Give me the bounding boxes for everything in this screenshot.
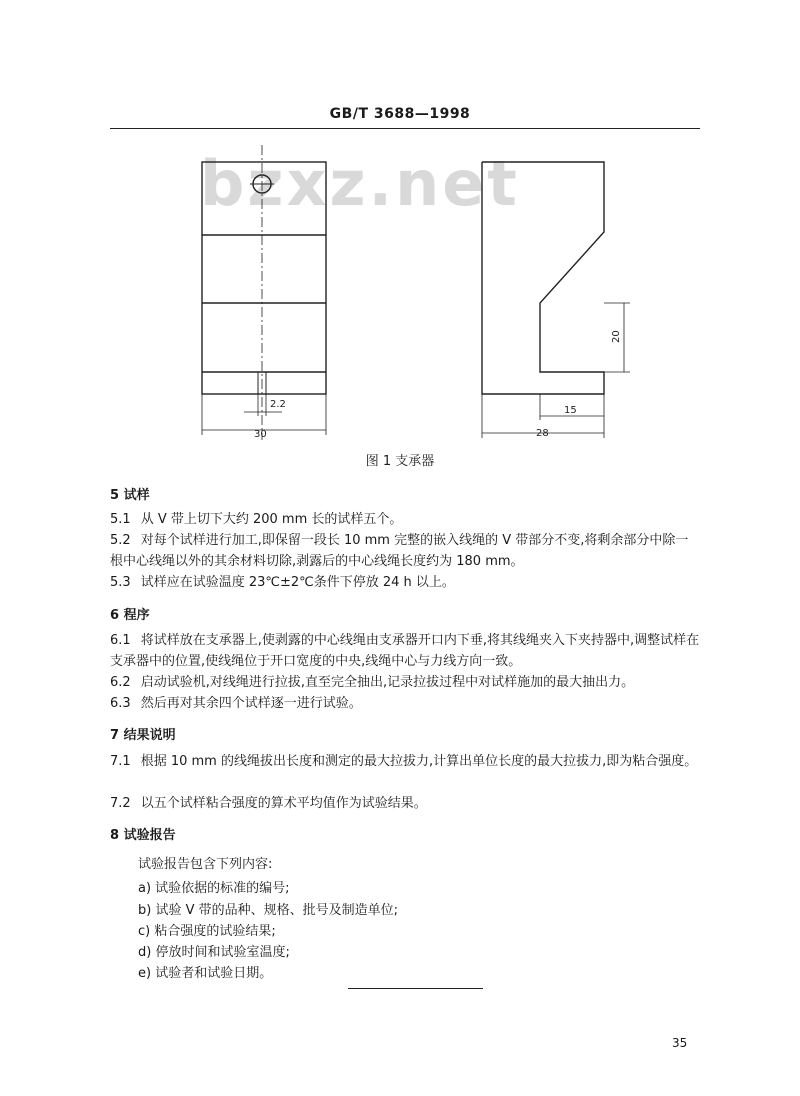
dim-tab-length: 15: [564, 405, 577, 416]
section-heading-7: 7 结果说明: [110, 728, 176, 743]
dim-opening-height: 20: [611, 330, 622, 343]
report-intro: 试验报告包含下列内容:: [138, 857, 273, 872]
paragraph-7-1: [110, 751, 700, 772]
clause-text: 启动试验机,对线绳进行拉拔,直至完全抽出,记录拉拔过程中对试样施加的最大抽出力。: [140, 675, 635, 690]
section-heading-8: 8 试验报告: [110, 828, 176, 843]
clause-number: 5.3: [110, 575, 131, 590]
report-item: d) 停放时间和试验室温度;: [138, 945, 290, 960]
clause-number: 5.2: [110, 533, 131, 548]
dim-side-width: 28: [536, 428, 549, 439]
report-item: b) 试验 V 带的品种、规格、批号及制造单位;: [138, 903, 398, 918]
clause-text: 从 V 带上切下大约 200 mm 长的试样五个。: [140, 512, 403, 527]
clause-number: 6.1: [110, 633, 131, 648]
dim-front-width: 30: [254, 429, 267, 440]
figure-caption: 图 1 支承器: [365, 454, 435, 469]
clause-text: 试样应在试验温度 23℃±2℃条件下停放 24 h 以上。: [140, 575, 455, 590]
clause-number: 6.2: [110, 675, 131, 690]
section-heading-5: 5 试样: [110, 488, 150, 503]
side-dimensions: [482, 303, 630, 438]
clause-number: 5.1: [110, 512, 131, 527]
paragraph-5-1: [110, 509, 700, 530]
clause-number: 6.3: [110, 696, 131, 711]
figure-1-support-drawing: [190, 140, 630, 445]
end-divider: [348, 988, 483, 989]
paragraph-6-1: [110, 630, 700, 672]
page-number: 35: [672, 1036, 688, 1050]
clause-number: 7.2: [110, 796, 131, 811]
report-item: a) 试验依据的标准的编号;: [138, 881, 290, 896]
paragraph-6-3: [110, 693, 700, 714]
clause-text: 根据 10 mm 的线绳拔出长度和测定的最大拉拔力,计算出单位长度的最大拉拔力,即为粘合强度。: [140, 754, 698, 769]
clause-text: 对每个试样进行加工,即保留一段长 10 mm 完整的嵌入线绳的 V 带部分不变,将剩余部分中除一根中心线绳以外的其余材料切除,剥露后的中心线绳长度约为 180 mm。: [110, 533, 689, 569]
standard-code: GB/T 3688—1998: [329, 106, 471, 122]
header-divider: [110, 128, 700, 129]
clause-number: 7.1: [110, 754, 131, 769]
clause-text: 将试样放在支承器上,使剥露的中心线绳由支承器开口内下垂,将其线绳夹入下夹持器中,调整试样在支承器中的位置,使线绳位于开口宽度的中央,线绳中心与力线方向一致。: [110, 633, 700, 669]
watermark: bzxz.net: [200, 147, 520, 220]
clause-text: 以五个试样粘合强度的算术平均值作为试验结果。: [140, 796, 427, 811]
report-item: c) 粘合强度的试验结果;: [138, 924, 276, 939]
paragraph-7-2: [110, 793, 700, 814]
clause-text: 然后再对其余四个试样逐一进行试验。: [140, 696, 362, 711]
report-item: e) 试验者和试验日期。: [138, 966, 273, 981]
section-heading-6: 6 程序: [110, 608, 150, 623]
dim-slot-width: 2.2: [270, 399, 286, 410]
paragraph-6-2: [110, 672, 700, 693]
paragraph-5-2: [110, 530, 700, 572]
paragraph-5-3: [110, 572, 700, 593]
